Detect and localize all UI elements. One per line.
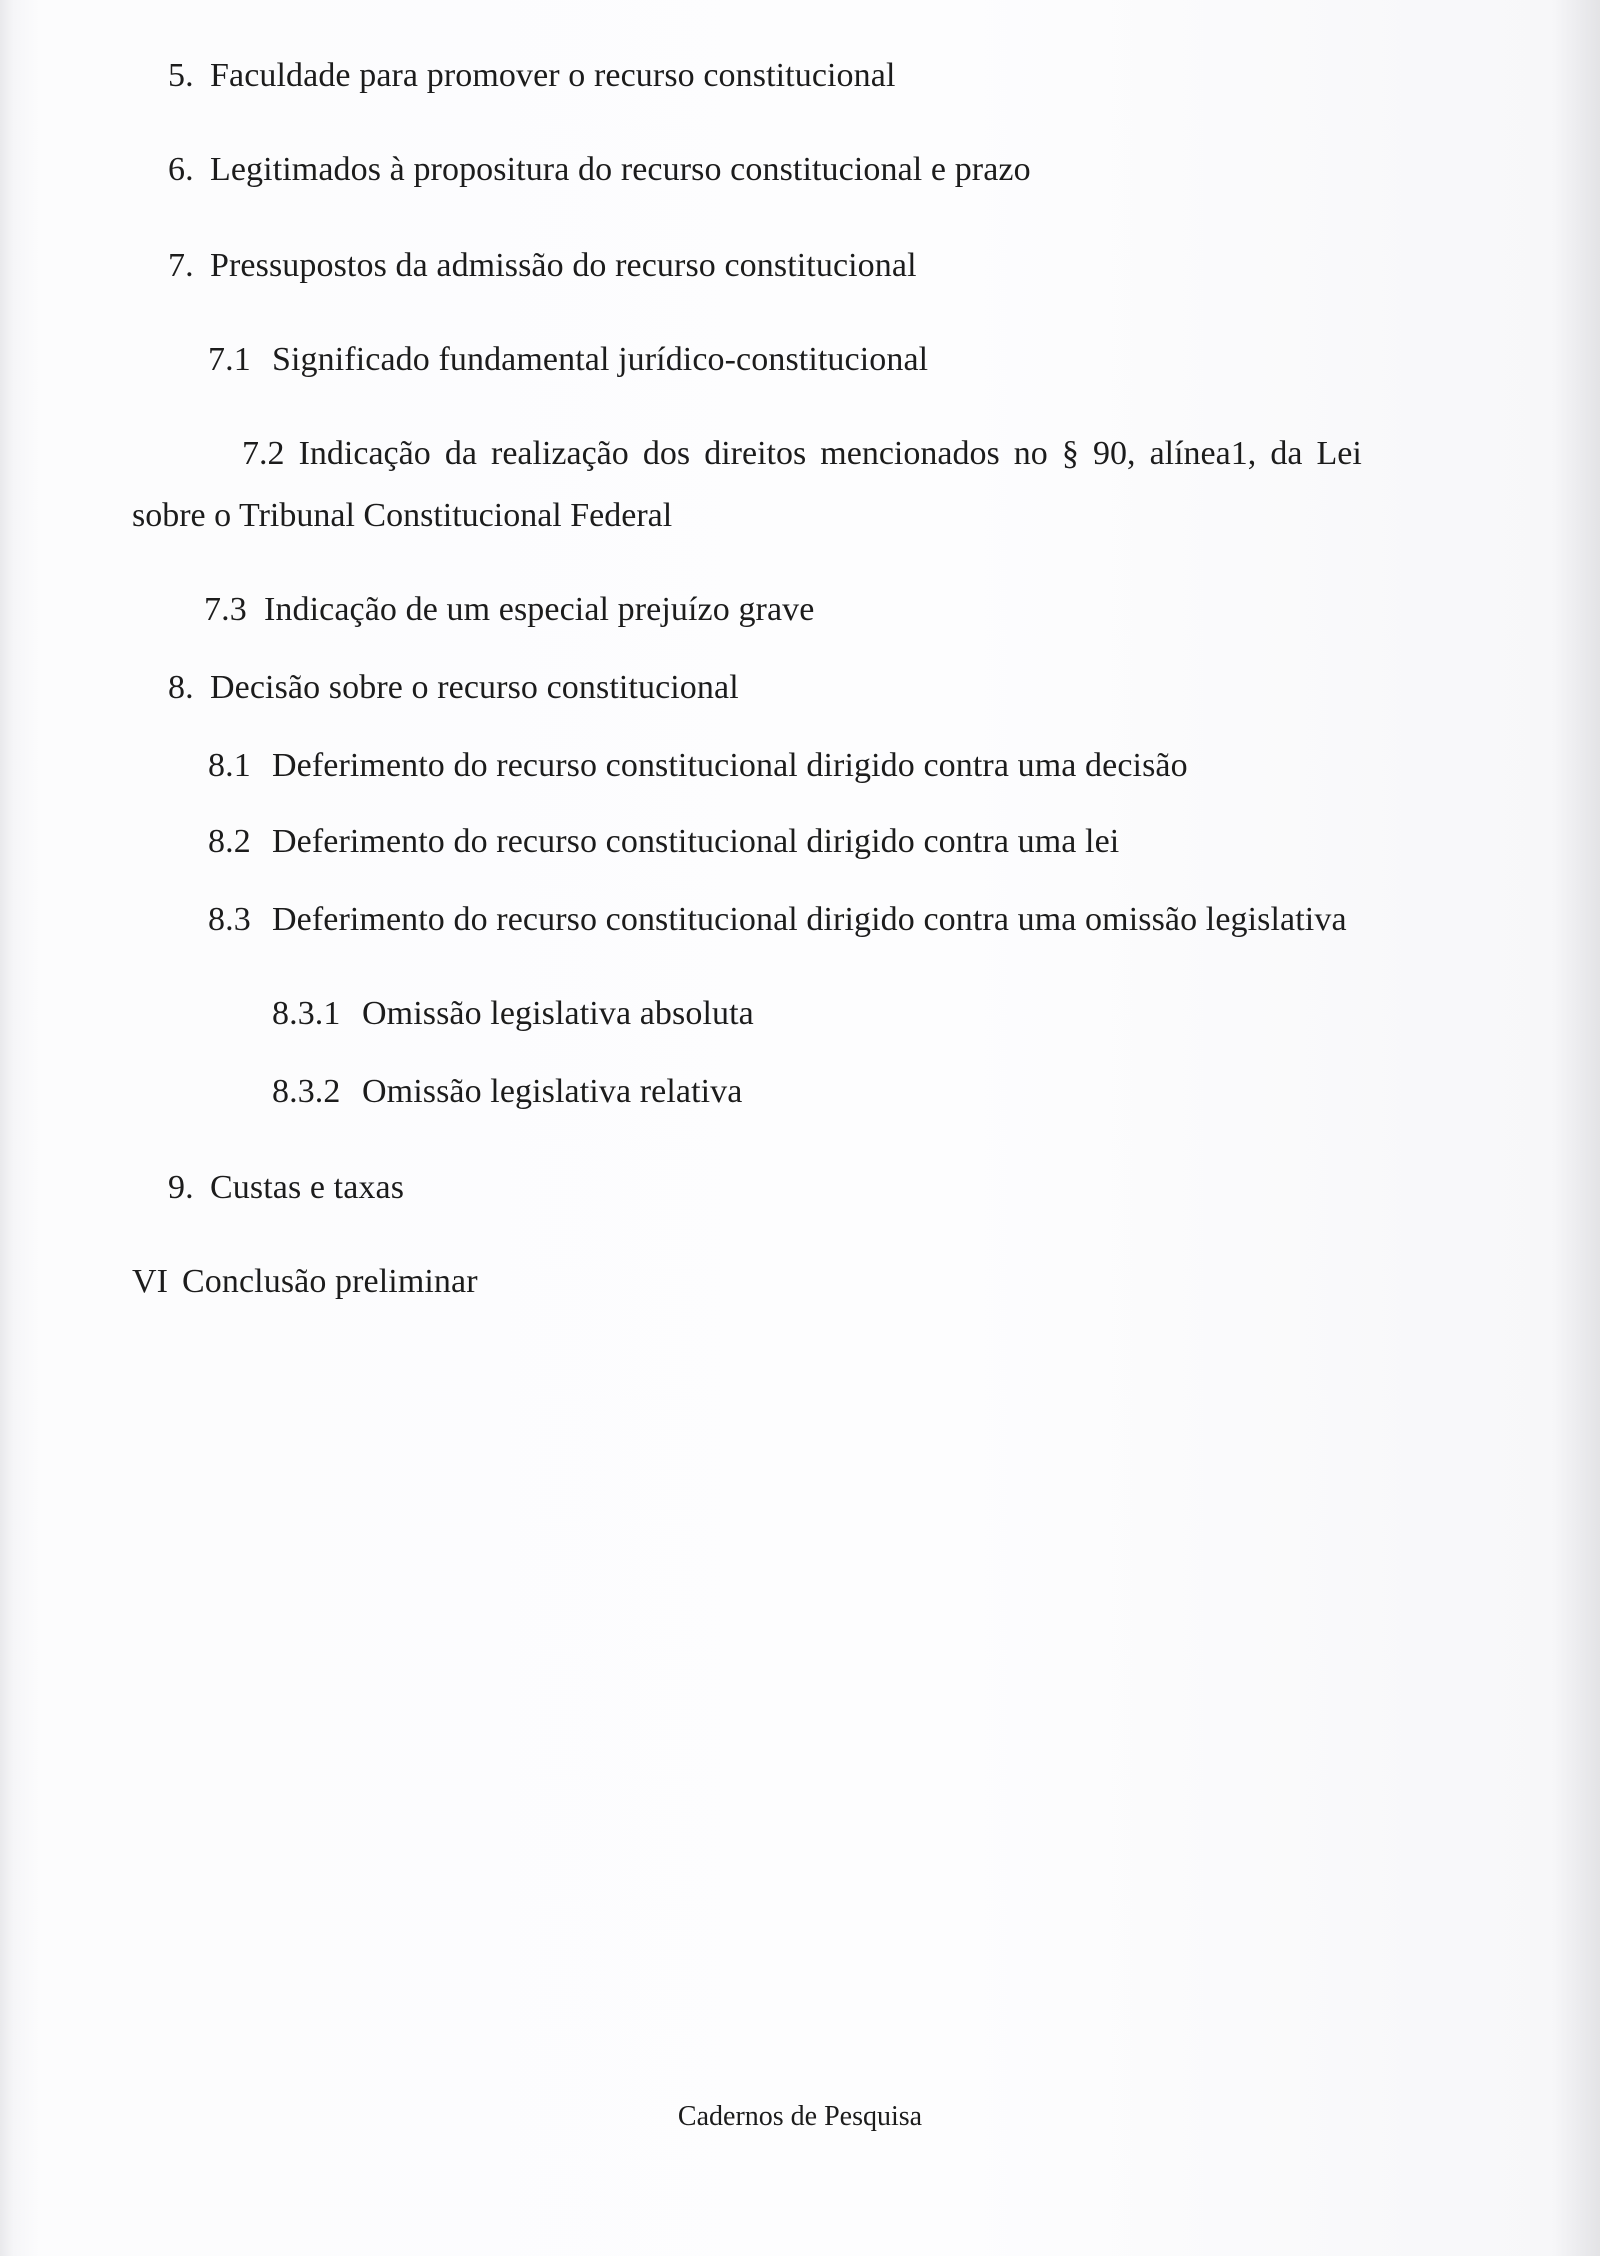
- toc-text: Omissão legislativa absoluta: [362, 995, 754, 1032]
- toc-word: dos: [642, 435, 691, 472]
- toc-number: 9.: [168, 1169, 194, 1206]
- toc-word: 90,: [1092, 435, 1136, 472]
- toc-number: 7.3: [204, 591, 247, 628]
- toc-number: 7.1: [208, 341, 251, 378]
- toc-word: §: [1061, 435, 1079, 472]
- page-footer: Cadernos de Pesquisa: [677, 2101, 923, 2132]
- toc-text: Decisão sobre o recurso constitucional: [210, 669, 739, 706]
- toc-item-8: [168, 668, 739, 708]
- toc-number: 8.1: [208, 747, 251, 784]
- toc-item-8-3-1: [272, 994, 754, 1034]
- toc-word: da: [444, 435, 477, 472]
- toc-text: Conclusão preliminar: [182, 1263, 478, 1300]
- toc-text: Legitimados à propositura do recurso constitucional e prazo: [210, 151, 1031, 188]
- toc-item-8-3: [208, 900, 1347, 940]
- toc-word: direitos: [704, 435, 807, 472]
- toc-number: 5.: [168, 57, 194, 94]
- toc-word: Indicação: [298, 435, 431, 472]
- toc-item-7-2-continuation: sobre o Tribunal Constitucional Federal: [132, 497, 673, 534]
- toc-word: realização: [491, 435, 629, 472]
- toc-text: Indicação de um especial prejuízo grave: [264, 591, 815, 628]
- toc-item-7-2-first-line: [132, 434, 1362, 474]
- toc-number: 8.3.2: [272, 1073, 341, 1110]
- toc-number: 8.: [168, 669, 194, 706]
- toc-text: Pressupostos da admissão do recurso constitucional: [210, 247, 917, 284]
- toc-item-7: [168, 246, 917, 286]
- toc-item-8-1: [208, 746, 1188, 786]
- toc-text: Faculdade para promover o recurso constitucional: [210, 57, 896, 94]
- toc-word: da: [1270, 435, 1303, 472]
- toc-item-8-3-2: [272, 1072, 742, 1112]
- toc-word: no: [1013, 435, 1048, 472]
- toc-item-7-3: [204, 590, 814, 630]
- toc-text: Significado fundamental jurídico-constitucional: [272, 341, 929, 378]
- toc-text: Deferimento do recurso constitucional dirigido contra uma lei: [272, 823, 1120, 860]
- toc-number: 8.2: [208, 823, 251, 860]
- toc-item-8-2: [208, 822, 1119, 862]
- toc-number: 8.3: [208, 901, 251, 938]
- toc-word: Lei: [1316, 435, 1362, 472]
- toc-item-9: [168, 1168, 404, 1208]
- toc-word: alínea1,: [1149, 435, 1257, 472]
- toc-word: mencionados: [820, 435, 1000, 472]
- toc-number: 8.3.1: [272, 995, 341, 1032]
- toc-number: VI: [132, 1263, 169, 1300]
- toc-number: 7.2: [242, 435, 285, 472]
- toc-item-7-1: [208, 340, 928, 380]
- toc-number: 7.: [168, 247, 194, 284]
- toc-text: Omissão legislativa relativa: [362, 1073, 743, 1110]
- toc-item-6: [168, 150, 1031, 190]
- toc-item-vi: [132, 1262, 478, 1302]
- toc-number: 6.: [168, 151, 194, 188]
- toc-text: Deferimento do recurso constitucional dirigido contra uma omissão legislativa: [272, 901, 1347, 938]
- toc-item-7-2: [132, 434, 1362, 536]
- toc-text: Deferimento do recurso constitucional dirigido contra uma decisão: [272, 747, 1188, 784]
- toc-item-5: [168, 56, 896, 96]
- toc-text: Custas e taxas: [210, 1169, 405, 1206]
